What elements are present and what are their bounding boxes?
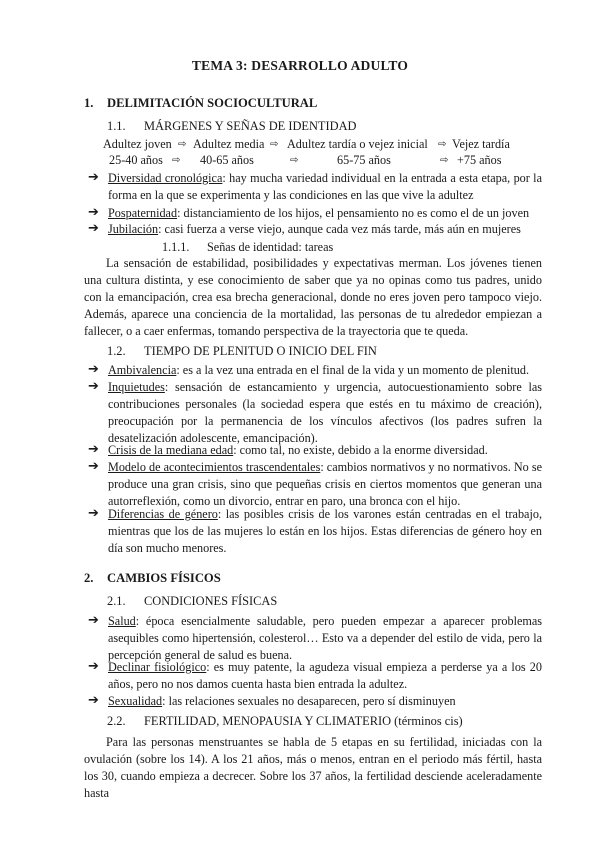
bullet-arrow-icon: ➔ [88, 693, 99, 708]
arrow-icon: ⇨ [178, 139, 187, 150]
arrow-icon: ⇨ [270, 139, 279, 150]
arrow-icon: ⇨ [440, 155, 449, 166]
bullet-arrow-icon: ➔ [88, 221, 99, 236]
stage-adultez-tardia: Adultez tardía o vejez inicial [287, 137, 428, 151]
section-2-number: 2. [84, 571, 94, 585]
bullet-arrow-icon: ➔ [88, 442, 99, 457]
section-1-number: 1. [84, 96, 94, 110]
list-item: Modelo de acontecimientos trascendentales: cambios normativos y no normativos. No se produce una gran crisis, sino que pequeñas crisis en ciertos momentos que generan una autorreflexión, como un divorcio, entrar en paro, una bronca con el hijo. [108, 460, 543, 508]
bullet-arrow-icon: ➔ [88, 659, 99, 674]
paragraph-fertilidad: Para las personas menstruantes se habla de 5 etapas en su fertilidad, iniciadas con la ovulación (sobre los 14). A los 21 años, más o menos, entran en el periodo más fértil, hasta los 30, cuando empieza a decrecer. Sobre los 37 años, la fertilidad desciende aceleradamente hasta [84, 735, 542, 800]
arrow-icon: ⇨ [172, 155, 181, 166]
paragraph-senas-identidad: La sensación de estabilidad, posibilidades y expectativas merman. Los jóvenes tienen una cultura distinta, y ese conocimiento de saber que ya no opinas como tus padres, unido con la emancipación, crea esa brecha generacional, donde no eres joven pero tampoco viejo. Además, aparece una conciencia de la mortalidad, las personas de tu alrededor empiezan a fallecer, o a caer enfermas, tomando perspectiva de la trayectoria que te queda. [84, 256, 542, 338]
subsection-1-1-number: 1.1. [107, 119, 126, 133]
list-item: Pospaternidad: distanciamiento de los hijos, el pensamiento no es como el de un joven [108, 206, 530, 220]
bullet-arrow-icon: ➔ [88, 613, 99, 628]
stage-adultez-media: Adultez media [193, 137, 265, 151]
list-item: Crisis de la mediana edad: como tal, no existe, debido a la enorme diversidad. [108, 443, 488, 457]
section-2-heading: CAMBIOS FÍSICOS [107, 571, 221, 585]
list-item: Declinar fisiológico: es muy patente, la agudeza visual empieza a perderse ya a los 20 años, pero no nos damos cuenta hasta bien entrada la adultez. [108, 660, 542, 691]
bullet-arrow-icon: ➔ [88, 379, 99, 394]
subsection-1-2-heading: TIEMPO DE PLENITUD O INICIO DEL FIN [144, 344, 377, 358]
list-item: Salud: época esencialmente saludable, pero pueden empezar a aparecer problemas asequibles como hipertensión, colesterol… Esto va a depender del estilo de vida, pero la percepción general de salud es buena. [108, 614, 542, 662]
section-1-heading: DELIMITACIÓN SOCIOCULTURAL [107, 96, 318, 110]
bullet-arrow-icon: ➔ [88, 506, 99, 521]
subsubsection-heading: Señas de identidad: tareas [207, 240, 334, 254]
list-item: Diversidad cronológica: hay mucha variedad individual en la entrada a esta etapa, por la forma en la que se experimenta y las condiciones en las que vive la adultez [108, 171, 542, 202]
stage-vejez-tardia: Vejez tardía [452, 137, 510, 151]
arrow-icon: ⇨ [290, 155, 299, 166]
list-item: Jubilación: casi fuerza a verse viejo, aunque cada vez más tarde, más aún en mujeres [108, 222, 521, 236]
page-title: TEMA 3: DESARROLLO ADULTO [191, 58, 409, 73]
subsection-1-1-heading: MÁRGENES Y SEÑAS DE IDENTIDAD [144, 119, 357, 133]
subsubsection-number: 1.1.1. [162, 240, 190, 254]
list-item: Diferencias de género: las posibles crisis de los varones están centradas en el trabajo, mientras que los de las mujeres lo están en los hijos. Estas diferencias de género hoy en día son mucho menores. [108, 507, 542, 555]
age-40-65: 40-65 años [200, 153, 254, 167]
subsection-2-2-heading: FERTILIDAD, MENOPAUSIA Y CLIMATERIO (términos cis) [144, 714, 463, 728]
arrow-icon: ⇨ [438, 139, 447, 150]
bullet-arrow-icon: ➔ [88, 170, 99, 185]
bullet-arrow-icon: ➔ [88, 362, 99, 377]
subsection-2-1-number: 2.1. [107, 594, 126, 608]
list-item: Inquietudes: sensación de estancamiento y urgencia, autocuestionamiento sobre las contribuciones personales (la sociedad espera que estés en tu máximo de creación), preocupación por la permanencia de los vínculos afectivos (los padres sufren la desatelización adolescente, emancipación). [108, 380, 542, 445]
subsection-2-1-heading: CONDICIONES FÍSICAS [144, 594, 278, 608]
subsection-1-2-number: 1.2. [107, 344, 126, 358]
age-75-plus: +75 años [457, 153, 502, 167]
list-item: Sexualidad: las relaciones sexuales no desaparecen, pero sí disminuyen [108, 694, 456, 708]
age-65-75: 65-75 años [337, 153, 391, 167]
age-25-40: 25-40 años [109, 153, 163, 167]
bullet-arrow-icon: ➔ [88, 205, 99, 220]
list-item: Ambivalencia: es a la vez una entrada en el final de la vida y un momento de plenitud. [108, 363, 529, 377]
bullet-arrow-icon: ➔ [88, 459, 99, 474]
stage-adultez-joven: Adultez joven [103, 137, 172, 151]
subsection-2-2-number: 2.2. [107, 714, 126, 728]
